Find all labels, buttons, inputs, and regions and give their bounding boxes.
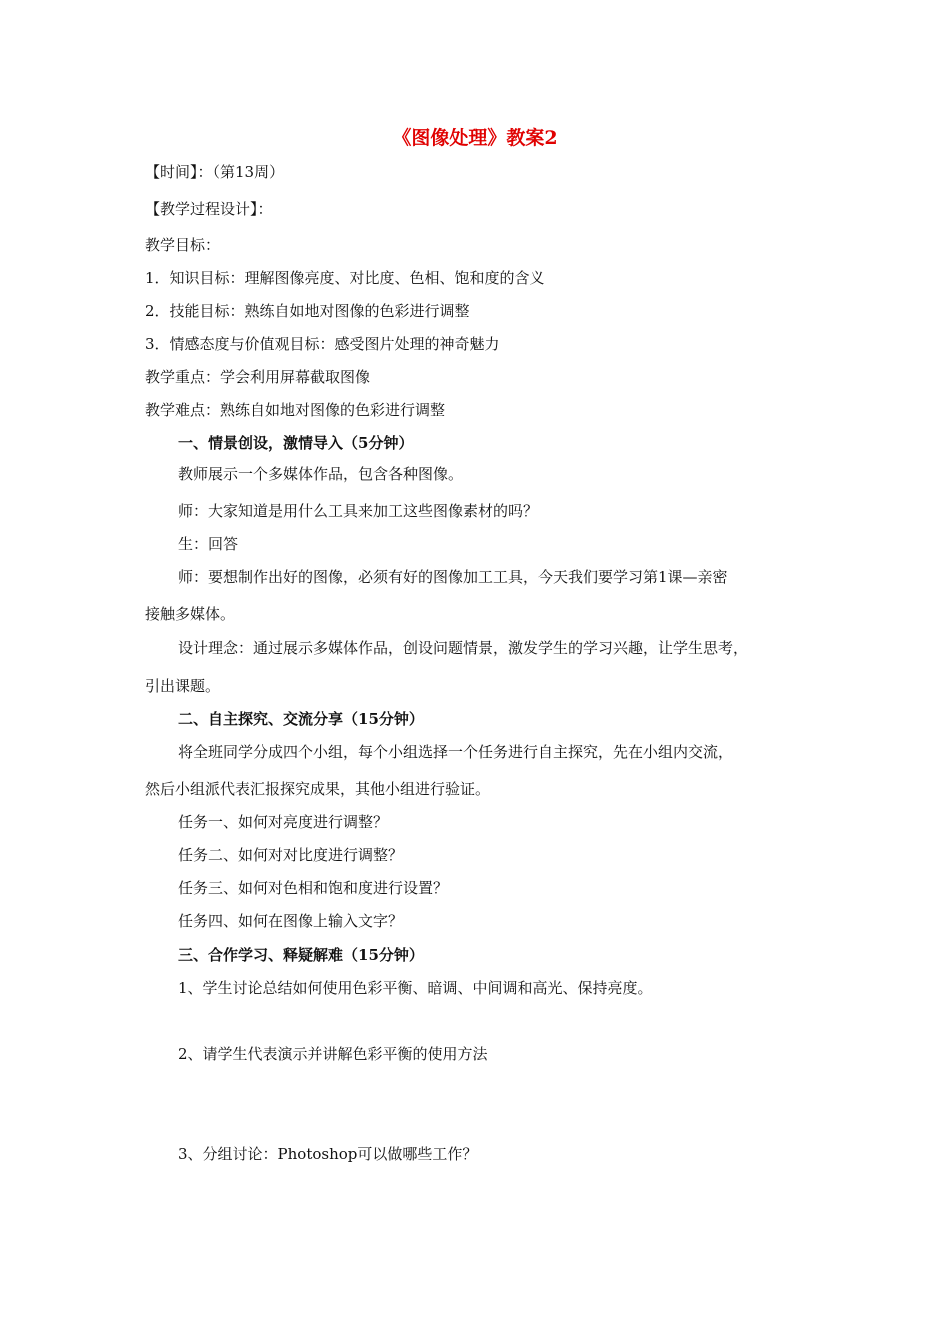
task-item: 任务三、如何对色相和饱和度进行设置？ [178,879,449,897]
task-item: 任务四、如何在图像上输入文字？ [178,912,404,930]
process-heading: 【教学过程设计】： [145,200,273,218]
task-item: 任务一、如何对亮度进行调整？ [178,813,389,831]
section1-paragraph: 引出课题。 [145,677,221,695]
time-line: 【时间】：（第13周） [145,163,285,181]
section3-item: 3、分组讨论：Photoshop可以做哪些工作？ [178,1145,478,1163]
section1-paragraph: 师：要想制作出好的图像，必须有好的图像加工工具，今天我们要学习第1课—亲密 [178,568,728,586]
section2-heading: 二、自主探究、交流分享（15分钟） [178,710,424,728]
section2-paragraph: 将全班同学分成四个小组，每个小组选择一个任务进行自主探究，先在小组内交流， [178,743,734,761]
task-item: 任务二、如何对对比度进行调整？ [178,846,404,864]
section3-item: 2、请学生代表演示并讲解色彩平衡的使用方法 [178,1045,488,1063]
section3-heading: 三、合作学习、释疑解难（15分钟） [178,946,424,964]
section1-paragraph: 教师展示一个多媒体作品，包含各种图像。 [178,465,464,483]
section1-paragraph: 接触多媒体。 [145,605,236,623]
section3-item: 1、学生讨论总结如何使用色彩平衡、暗调、中间调和高光、保持亮度。 [178,979,653,997]
key-point: 教学重点：学会利用屏幕截取图像 [145,368,371,386]
section1-heading: 一、情景创设，激情导入（5分钟） [178,434,414,452]
difficult-point: 教学难点：熟练自如地对图像的色彩进行调整 [145,401,446,419]
goal-item: 3．情感态度与价值观目标：感受图片处理的神奇魅力 [145,335,500,353]
goal-item: 2．技能目标：熟练自如地对图像的色彩进行调整 [145,302,470,320]
document-title: 《图像处理》教案2 [392,127,558,149]
section2-paragraph: 然后小组派代表汇报探究成果，其他小组进行验证。 [145,780,491,798]
goals-heading: 教学目标： [145,236,221,254]
section1-paragraph: 生：回答 [178,535,239,553]
section1-paragraph: 师：大家知道是用什么工具来加工这些图像素材的吗？ [178,502,539,520]
section1-paragraph: 设计理念：通过展示多媒体作品，创设问题情景，激发学生的学习兴趣，让学生思考， [178,639,749,657]
goal-item: 1．知识目标：理解图像亮度、对比度、色相、饱和度的含义 [145,269,545,287]
